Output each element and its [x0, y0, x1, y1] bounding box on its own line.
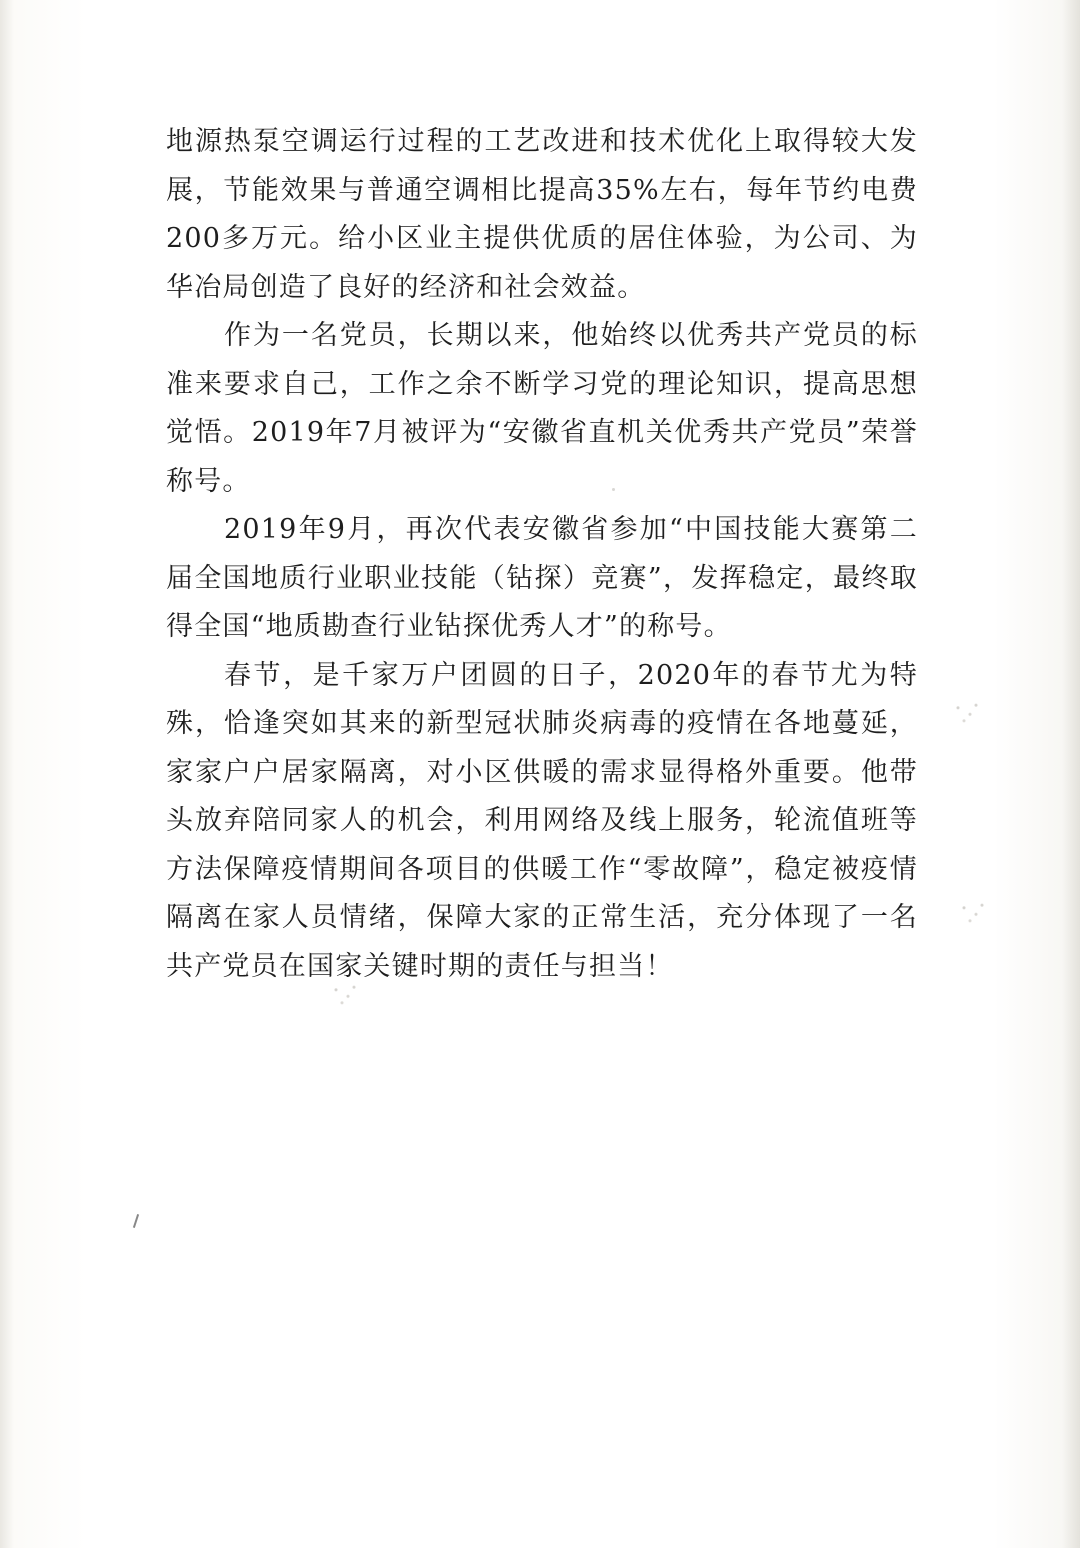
scan-scratch: [133, 1214, 139, 1228]
paragraph-2: 作为一名党员，长期以来，他始终以优秀共产党员的标准来要求自己，工作之余不断学习党的理论知识，提高思想觉悟。2019年7月被评为“安徽省直机关优秀共产党员”荣誉称号。: [166, 320, 918, 497]
scan-speckle: [958, 900, 988, 926]
paragraph-1: 地源热泵空调运行过程的工艺改进和技术优化上取得较大发展，节能效果与普通空调相比提高35%左右，每年节约电费200多万元。给小区业主提供优质的居住体验，为公司、为华冶局创造了良好的经济和社会效益。: [166, 126, 918, 303]
paragraph-3: 2019年9月，再次代表安徽省参加“中国技能大赛第二届全国地质行业职业技能（钻探）竞赛”，发挥稳定，最终取得全国“地质勘查行业钻探优秀人才”的称号。: [166, 514, 918, 642]
scan-speckle: [952, 700, 982, 726]
scan-dot: [612, 488, 615, 491]
paragraph-4: 春节，是千家万户团圆的日子，2020年的春节尤为特殊，恰逢突如其来的新型冠状肺炎病毒的疫情在各地蔓延，家家户户居家隔离，对小区供暖的需求显得格外重要。他带头放弃陪同家人的机会，利用网络及线上服务，轮流值班等方法保障疫情期间各项目的供暖工作“零故障”，稳定被疫情隔离在家人员情绪，保障大家的正常生活，充分体现了一名共产党员在国家关键时期的责任与担当！: [166, 659, 918, 982]
scan-speckle: [330, 982, 360, 1008]
page-edge-shadow-right: [1062, 0, 1080, 1548]
page-edge-shadow-left: [0, 0, 14, 1548]
document-body: [166, 118, 918, 991]
